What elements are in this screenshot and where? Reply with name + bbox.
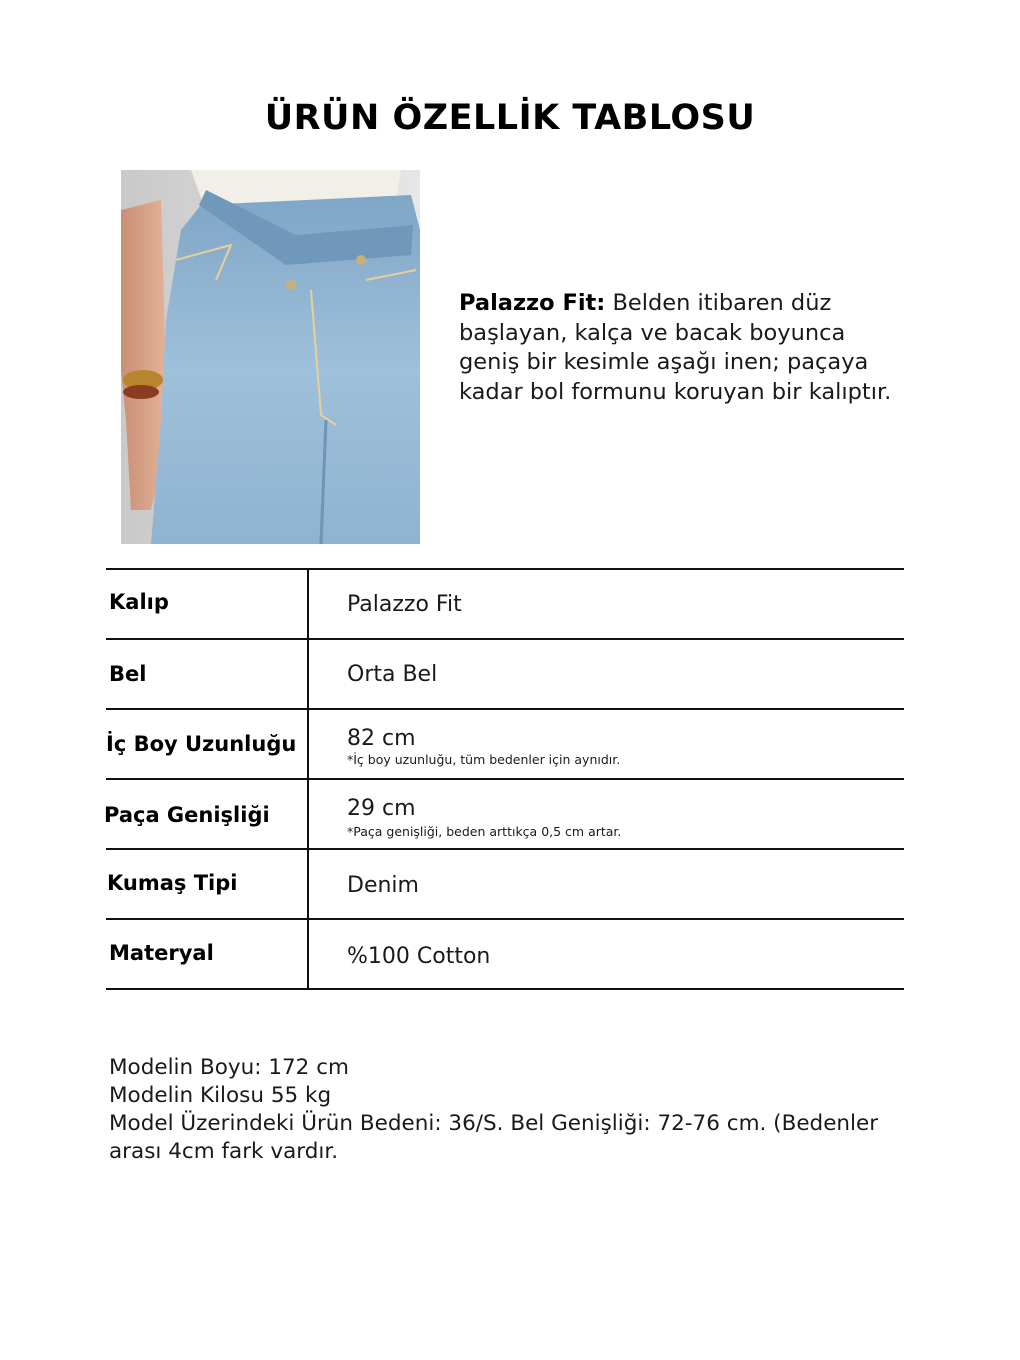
row-label-kumas: Kumaş Tipi	[107, 871, 238, 895]
fit-label: Palazzo Fit:	[459, 290, 606, 316]
table-divider	[106, 778, 904, 780]
fit-description	[459, 289, 929, 407]
table-divider	[106, 568, 904, 570]
row-note-ic-boy: *İç boy uzunluğu, tüm bedenler için aynıdır.	[347, 752, 621, 767]
row-value-materyal: %100 Cotton	[347, 944, 491, 969]
row-label-kalip: Kalıp	[109, 590, 169, 614]
model-size: Model Üzerindeki Ürün Bedeni: 36/S. Bel Genişliği: 72-76 cm. (Bedenler	[109, 1111, 879, 1136]
row-note-paca: *Paça genişliği, beden arttıkça 0,5 cm artar.	[347, 824, 622, 839]
desc-line-4: kadar bol formunu koruyan bir kalıptır.	[459, 378, 892, 405]
row-value-paca: 29 cm	[347, 796, 416, 821]
row-value-kalip: Palazzo Fit	[347, 592, 462, 617]
page-title: ÜRÜN ÖZELLİK TABLOSU	[264, 98, 756, 138]
model-height: Modelin Boyu: 172 cm	[109, 1055, 349, 1080]
table-divider	[106, 638, 904, 640]
row-label-materyal: Materyal	[109, 941, 214, 965]
jeans-illustration	[121, 170, 420, 544]
model-weight: Modelin Kilosu 55 kg	[109, 1083, 332, 1108]
desc-line-2: başlayan, kalça ve bacak boyunca	[459, 319, 846, 346]
row-label-bel: Bel	[109, 662, 147, 686]
desc-line-1: Belden itibaren düz	[605, 290, 832, 316]
table-divider	[106, 988, 904, 990]
row-label-ic-boy: İç Boy Uzunluğu	[106, 732, 297, 756]
desc-line-3: geniş bir kesimle aşağı inen; paçaya	[459, 349, 869, 375]
table-divider	[106, 848, 904, 850]
table-divider	[106, 708, 904, 710]
model-size-note: arası 4cm fark vardır.	[109, 1139, 339, 1164]
row-value-bel: Orta Bel	[347, 662, 438, 687]
row-value-ic-boy: 82 cm	[347, 726, 416, 751]
row-label-paca: Paça Genişliği	[104, 803, 270, 827]
model-info	[109, 1054, 929, 1166]
table-divider	[106, 918, 904, 920]
column-divider	[307, 568, 309, 990]
product-photo	[121, 170, 420, 544]
row-value-kumas: Denim	[347, 873, 419, 898]
